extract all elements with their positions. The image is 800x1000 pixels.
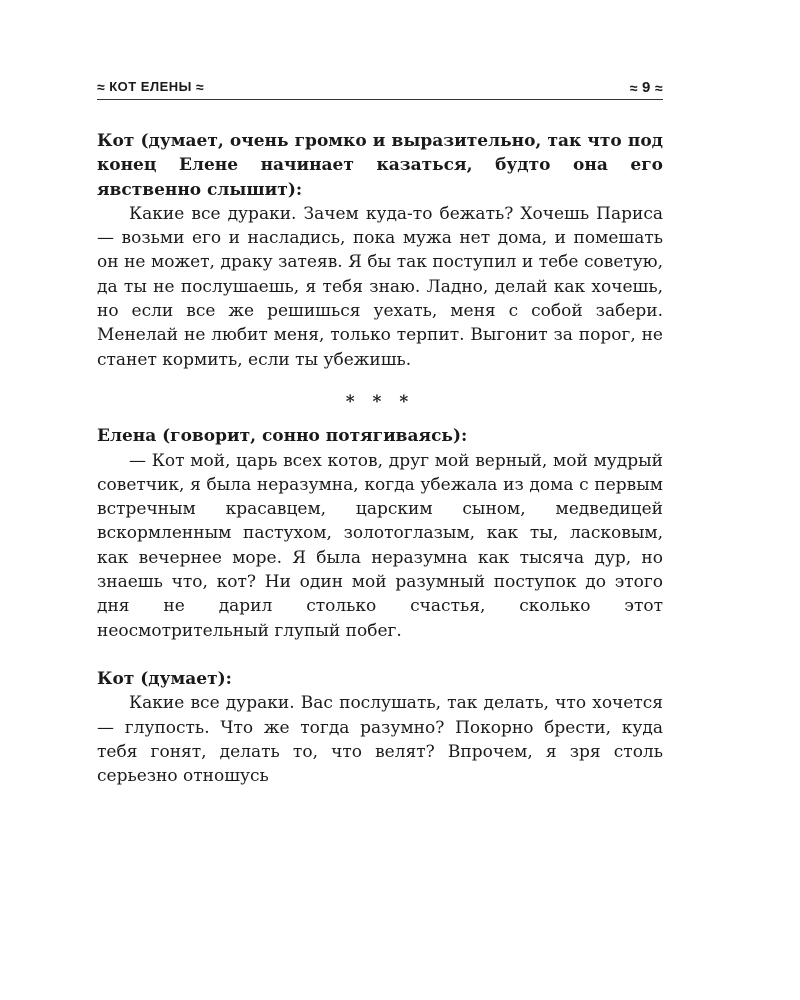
wave-ornament-icon: ≈ — [629, 79, 638, 96]
spacer — [97, 643, 663, 667]
header-title: КОТ ЕЛЕНЫ — [109, 79, 192, 94]
paragraph: — Кот мой, царь всех котов, друг мой верный, мой мудрый советчик, я была неразумна, когда убежала из дома с первым встречным красавцем, царским сыном, медведицей вскормленным пастухом, золотоглазым, как ты, ласковым, как вечернее море. Я была неразумна как тысяча дур, но знаешь что, кот? Ни один мой разумный поступок до этого дня не дарил столько счастья, сколько этот неосмотрительный глупый побег. — [97, 450, 663, 641]
paragraph: Какие все дураки. Зачем куда-то бежать? Хочешь Париса — возьми его и насладись, пока мужа нет дома, и помешать он не может, драку затеяв. Я бы так поступил и тебе советую, да ты не послушаешь, я тебя знаю. Ладно, делай как хочешь, но если все же решишься уехать, меня с собой забери. Менелай не любит меня, только терпит. Выгонит за порог, не станет кормить, если ты убежишь. — [97, 203, 663, 370]
wave-ornament-icon: ≈ — [195, 78, 205, 95]
wave-ornament-icon: ≈ — [654, 79, 663, 96]
running-header — [97, 78, 663, 98]
header-title-group — [97, 79, 204, 94]
speaker-line: Кот (думает): — [97, 668, 232, 689]
header-rule — [97, 99, 663, 100]
section-separator: * * * — [345, 391, 415, 412]
page-number: 9 — [641, 79, 651, 96]
speaker-line: Кот (думает, очень громко и выразительно, так что под конец Елене начинает казаться, будто она его явственно слышит): — [97, 131, 663, 200]
speaker-line: Елена (говорит, сонно потягиваясь): — [97, 426, 468, 447]
wave-ornament-icon: ≈ — [97, 78, 106, 95]
header-page-group — [630, 79, 663, 96]
page-body — [97, 129, 663, 788]
paragraph: Какие все дураки. Вас послушать, так делать, что хочется — глупость. Что же тогда разумно? Покорно брести, куда тебя гонят, делать то, что велят? Впрочем, я зря столь серьезно отношусь — [97, 693, 663, 787]
